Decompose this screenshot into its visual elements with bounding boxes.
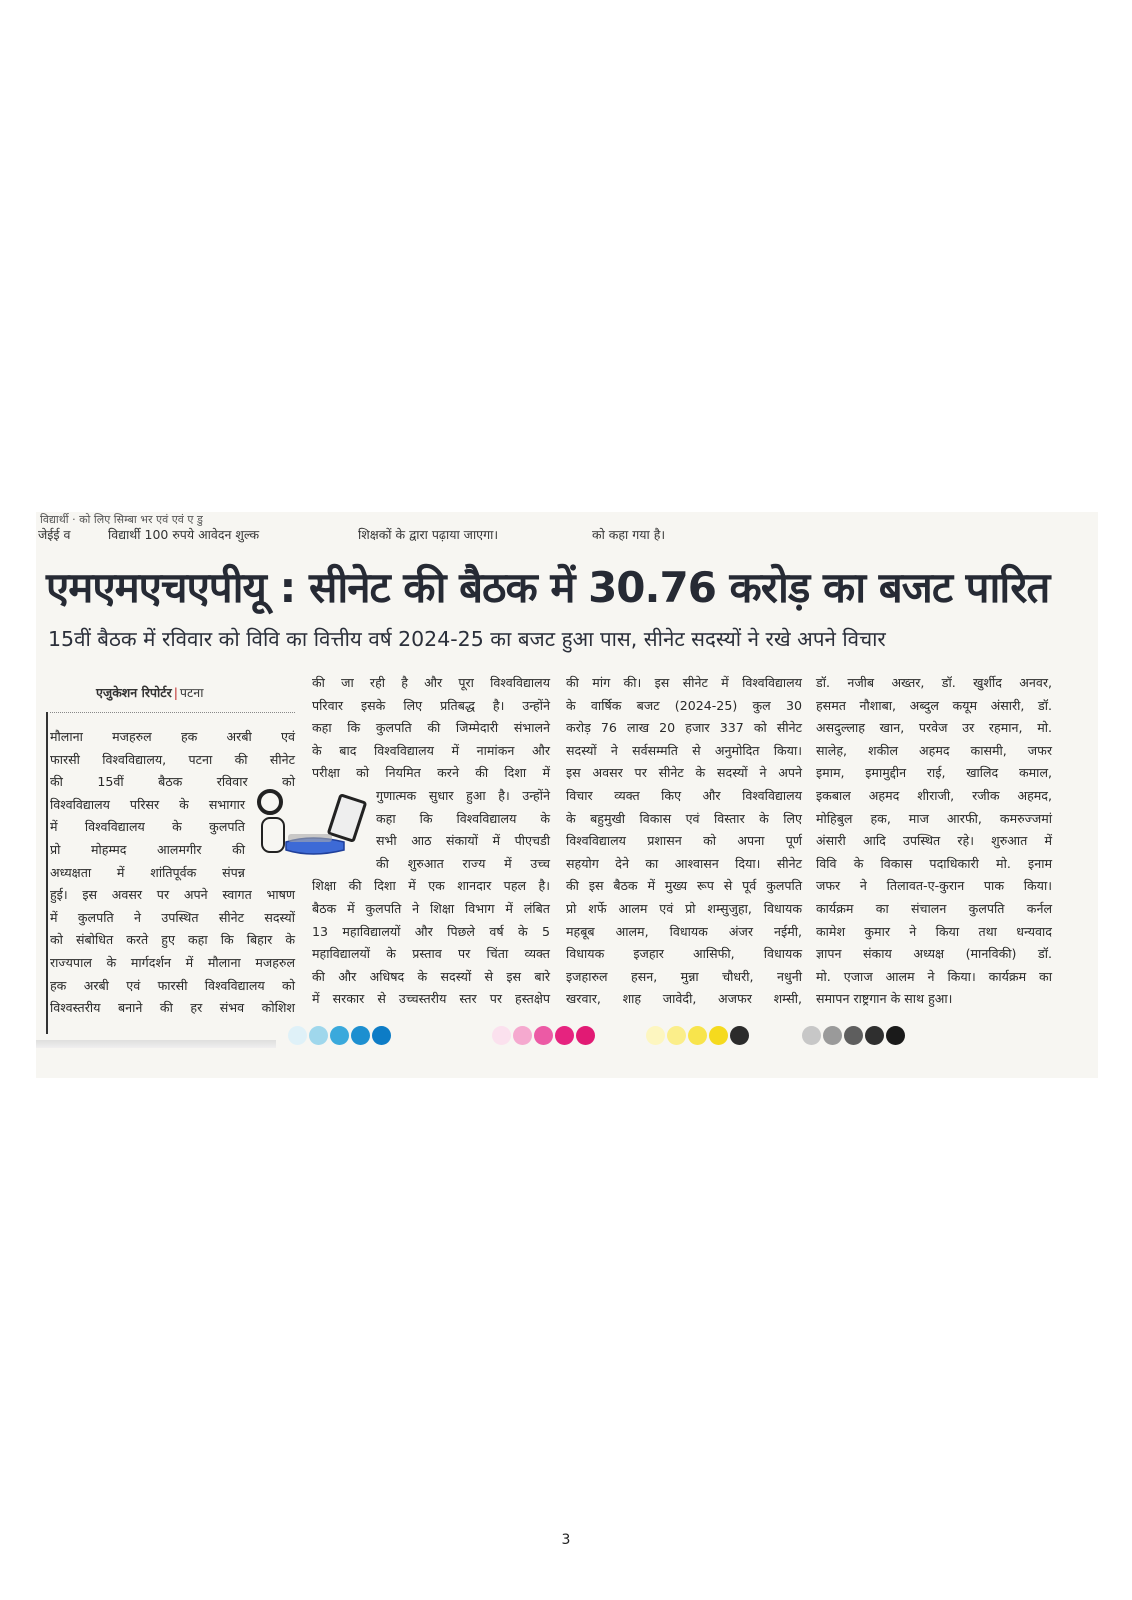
- col1-line: फारसी विश्वविद्यालय, पटना की सीनेट: [50, 751, 295, 767]
- strip-text-2: विद्यार्थी 100 रुपये आवेदन शुल्क: [108, 527, 260, 542]
- previous-article-strip: [36, 512, 1098, 546]
- registration-dot: [513, 1026, 532, 1045]
- cut-off-text: विद्यार्थी · को लिए सिम्बा भर एवं एवं ए डु: [40, 513, 203, 526]
- registration-dot: [646, 1026, 665, 1045]
- col4-line: असदुल्लाह खान, परवेज उर रहमान, मो.: [816, 720, 1052, 736]
- registration-dot: [886, 1026, 905, 1045]
- registration-dot: [492, 1026, 511, 1045]
- col4-line: डॉ. नजीब अख्तर, डॉ. खुर्शीद अनवर,: [816, 675, 1052, 690]
- col4-line: ज्ञापन संकाय अध्यक्ष (मानविकी) डॉ.: [816, 946, 1052, 962]
- col2-line: बैठक में कुलपति ने शिक्षा विभाग में लंबित: [312, 900, 550, 916]
- col1-line: अध्यक्षता में शांतिपूर्वक संपन्न: [50, 864, 245, 880]
- col3-line: के बहुमुखी विकास एवं विस्तार के लिए: [566, 810, 802, 826]
- col2-line: के बाद विश्वविद्यालय में नामांकन और: [312, 742, 550, 758]
- registration-dot: [288, 1026, 307, 1045]
- col4-line: सालेह, शकील अहमद कासमी, जफर: [816, 742, 1052, 758]
- col1-line: में विश्वविद्यालय के कुलपति: [50, 819, 245, 835]
- col1-line: की 15वीं बैठक रविवार को: [50, 774, 295, 790]
- col1-line: हुई। इस अवसर पर अपने स्वागत भाषण: [50, 887, 295, 903]
- registration-dot: [351, 1026, 370, 1045]
- newspaper-clipping: [36, 512, 1098, 1078]
- registration-dot: [730, 1026, 749, 1045]
- registration-dot: [667, 1026, 686, 1045]
- registration-dot: [823, 1026, 842, 1045]
- col4-line: इकबाल अहमद शीराजी, रजीक अहमद,: [816, 787, 1052, 803]
- col4-line: समापन राष्ट्रगान के साथ हुआ।: [816, 991, 953, 1007]
- col2-line: की शुरुआत राज्य में उच्च: [376, 855, 550, 871]
- col4-line: अंसारी आदि उपस्थित रहे। शुरुआत में: [816, 833, 1052, 849]
- col2-line: की और अधिषद के सदस्यों से इस बारे: [312, 968, 550, 984]
- strip-text-3: शिक्षकों के द्वारा पढ़ाया जाएगा।: [358, 527, 499, 542]
- registration-dot: [372, 1026, 391, 1045]
- column-4: [816, 672, 1052, 1011]
- col1-line: में कुलपति ने उपस्थित सीनेट सदस्यों: [50, 909, 295, 925]
- col4-line: मो. एजाज आलम ने किया। कार्यक्रम का: [816, 968, 1052, 984]
- col1-line: राज्यपाल के मार्गदर्शन में मौलाना मजहरुल: [50, 954, 295, 970]
- registration-dot: [802, 1026, 821, 1045]
- col2-line: परीक्षा को नियमित करने की दिशा में: [312, 765, 550, 781]
- byline: [96, 684, 203, 701]
- registration-dot: [844, 1026, 863, 1045]
- registration-magenta: [492, 1024, 595, 1046]
- article-headline: एमएमएचएपीयू : सीनेट की बैठक में 30.76 करोड़ का बजट पारित: [46, 563, 1050, 612]
- col3-line: खरवार, शाह जावेदी, अजफर शम्सी,: [566, 991, 802, 1007]
- col3-line: इजहारुल हसन, मुन्ना चौधरी, नधुनी: [566, 968, 802, 984]
- col3-line: विधायक इजहार आसिफी, विधायक: [566, 946, 802, 962]
- registration-dot: [688, 1026, 707, 1045]
- registration-yellow: [646, 1024, 749, 1046]
- col3-line: महबूब आलम, विधायक अंजर नईमी,: [566, 923, 802, 939]
- col1-line: प्रो मोहम्मद आलमगीर की: [50, 841, 245, 857]
- registration-dot: [865, 1026, 884, 1045]
- registration-cyan: [288, 1024, 391, 1046]
- registration-dot: [555, 1026, 574, 1045]
- strip-text-1: जेईई व: [38, 527, 71, 542]
- col2-line: में सरकार से उच्चस्तरीय स्तर पर हस्तक्षेप: [312, 991, 550, 1007]
- registration-dot: [309, 1026, 328, 1045]
- column-left-bar: [46, 712, 48, 1034]
- col2-line: की जा रही है और पूरा विश्वविद्यालय: [312, 675, 550, 690]
- registration-dot: [330, 1026, 349, 1045]
- col2-line: कहा कि कुलपति की जिम्मेदारी संभालने: [312, 720, 550, 736]
- col2-line: परिवार इसके लिए प्रतिबद्ध है। उन्होंने: [312, 697, 550, 713]
- col3-line: इस अवसर पर सीनेट के सदस्यों ने अपने: [566, 765, 802, 781]
- col4-line: विवि के विकास पदाधिकारी मो. इनाम: [816, 855, 1052, 871]
- col4-line: हसमत नौशाबा, अब्दुल कयूम अंसारी, डॉ.: [816, 697, 1052, 713]
- column-3: [566, 672, 802, 1011]
- col3-line: विश्वविद्यालय प्रशासन को अपना पूर्ण: [566, 833, 802, 849]
- col2-line: कहा कि विश्वविद्यालय के: [376, 810, 550, 826]
- registration-dot: [576, 1026, 595, 1045]
- col3-line: की इस बैठक में मुख्य रूप से पूर्व कुलपति: [566, 878, 802, 894]
- col3-line: के वार्षिक बजट (2024-25) कुल 30: [566, 697, 802, 713]
- col3-line: करोड़ 76 लाख 20 हजार 337 को सीनेट: [566, 720, 802, 736]
- col4-line: कार्यक्रम का संचालन कुलपति कर्नल: [816, 900, 1052, 916]
- laptop-person-icon: [252, 788, 372, 858]
- fold-shadow: [36, 1040, 276, 1048]
- col4-line: मोहिबुल हक, माज आरफी, कमरुज्जमां: [816, 810, 1052, 826]
- col3-line: सहयोग देने का आश्वासन दिया। सीनेट: [566, 855, 802, 871]
- col2-line: शिक्षा की दिशा में एक शानदार पहल है।: [312, 878, 550, 894]
- column-1: [50, 726, 295, 1020]
- col1-line: को संबोधित करते हुए कहा कि बिहार के: [50, 932, 295, 948]
- registration-black: [802, 1024, 905, 1046]
- byline-rule: [50, 712, 295, 713]
- col4-line: इमाम, इमामुद्दीन राई, खालिद कमाल,: [816, 765, 1052, 781]
- strip-text-4: को कहा गया है।: [592, 527, 666, 542]
- byline-city: पटना: [179, 685, 204, 700]
- col3-line: सदस्यों ने सर्वसम्मति से अनुमोदित किया।: [566, 742, 802, 758]
- col2-line: गुणात्मक सुधार हुआ है। उन्होंने: [376, 787, 550, 803]
- col3-line: विचार व्यक्त किए और विश्वविद्यालय: [566, 787, 802, 803]
- col2-line: 13 महाविद्यालयों और पिछले वर्ष के 5: [312, 923, 550, 939]
- byline-separator: |: [173, 685, 178, 700]
- col2-line: सभी आठ संकायों में पीएचडी: [376, 833, 550, 849]
- col1-line: विश्वविद्यालय परिसर के सभागार: [50, 796, 245, 812]
- registration-dot: [709, 1026, 728, 1045]
- col4-line: जफर ने तिलावत-ए-कुरान पाक किया।: [816, 878, 1052, 894]
- article-subhead: 15वीं बैठक में रविवार को विवि का वित्तीय वर्ष 2024-25 का बजट हुआ पास, सीनेट सदस्यों ने रखे अपने विचार: [48, 627, 886, 651]
- col4-line: कामेश कुमार ने किया तथा धन्यवाद: [816, 923, 1052, 939]
- col1-line: मौलाना मजहरुल हक अरबी एवं: [50, 729, 295, 744]
- col1-line: विश्वस्तरीय बनाने की हर संभव कोशिश: [50, 1000, 295, 1016]
- registration-dot: [534, 1026, 553, 1045]
- page-number: 3: [561, 1532, 571, 1548]
- col3-line: की मांग की। इस सीनेट में विश्वविद्यालय: [566, 675, 802, 690]
- col2-line: महाविद्यालयों के प्रस्ताव पर चिंता व्यक्त: [312, 946, 550, 962]
- col1-line: हक अरबी एवं फारसी विश्वविद्यालय को: [50, 977, 295, 993]
- col3-line: प्रो शर्फे आलम एवं प्रो शम्सुजुहा, विधायक: [566, 900, 802, 916]
- byline-author: एजुकेशन रिपोर्टर: [96, 685, 172, 700]
